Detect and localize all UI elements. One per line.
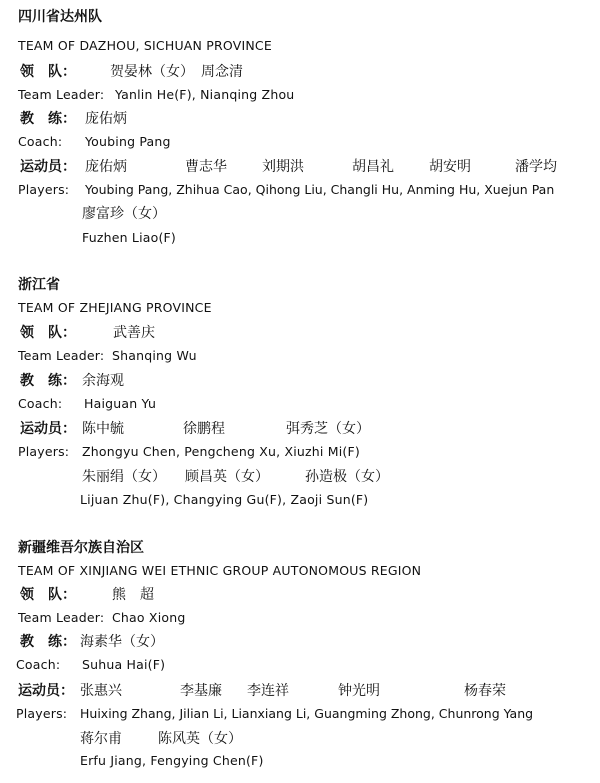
players-label-zh: 运动员： — [20, 421, 76, 437]
player-name-zh: 李连祥 — [247, 683, 289, 699]
player-name-zh: 钟光明 — [338, 683, 380, 699]
leader-label-zh: 领 队： — [20, 587, 76, 603]
coach-name-zh: 庞佑炳 — [85, 111, 127, 127]
section-title-zh: 浙江省 — [18, 277, 60, 293]
coach-name-zh: 海素华（女） — [80, 634, 164, 650]
leader-label-zh: 领 队： — [20, 325, 76, 341]
coach-label-en: Coach: — [16, 657, 61, 672]
leader-label-en: Team Leader: — [18, 87, 105, 102]
players-label-en: Players: — [16, 706, 68, 721]
player-name-zh: 胡安明 — [429, 159, 471, 175]
player-name-zh: 潘学均 — [515, 159, 557, 175]
coach-name-zh: 余海观 — [82, 373, 124, 389]
players-names-en: Erfu Jiang, Fengying Chen(F) — [80, 753, 264, 768]
leader-label-zh: 领 队： — [20, 64, 76, 80]
coach-name-en: Youbing Pang — [85, 134, 171, 149]
coach-name-en: Haiguan Yu — [84, 396, 157, 411]
leader-names-en: Yanlin He(F), Nianqing Zhou — [115, 87, 295, 102]
player-name-zh: 张惠兴 — [80, 683, 122, 699]
player-name-zh: 胡昌礼 — [352, 159, 394, 175]
coach-label-zh: 教 练： — [20, 634, 76, 650]
leader-names-zh: 武善庆 — [113, 325, 155, 341]
player-name-zh: 杨春荣 — [464, 683, 506, 699]
player-name-zh: 孙造极（女） — [305, 469, 389, 485]
player-name-zh: 蒋尔甫 — [80, 731, 122, 747]
coach-label-en: Coach: — [18, 396, 63, 411]
leader-label-en: Team Leader: — [18, 348, 105, 363]
leader-label-en: Team Leader: — [18, 610, 105, 625]
player-name-zh: 曹志华 — [185, 159, 227, 175]
player-name-zh: 庞佑炳 — [85, 159, 127, 175]
section-title-en: TEAM OF DAZHOU, SICHUAN PROVINCE — [18, 38, 272, 53]
section-title-en: TEAM OF XINJIANG WEI ETHNIC GROUP AUTONOMOUS REGION — [18, 563, 422, 578]
players-names-en: Fuzhen Liao(F) — [82, 230, 176, 245]
players-label-en: Players: — [18, 444, 70, 459]
players-label-zh: 运动员： — [20, 159, 76, 175]
coach-label-zh: 教 练： — [20, 373, 76, 389]
coach-label-en: Coach: — [18, 134, 63, 149]
section-title-zh: 四川省达州队 — [18, 9, 102, 25]
player-name-zh: 李基廉 — [180, 683, 222, 699]
section-title-en: TEAM OF ZHEJIANG PROVINCE — [18, 300, 212, 315]
players-label-zh: 运动员： — [18, 683, 74, 699]
players-names-en: Huixing Zhang, Jilian Li, Lianxiang Li, Guangming Zhong, Chunrong Yang — [80, 706, 534, 721]
leader-names-en: Chao Xiong — [112, 610, 186, 625]
player-name-zh: 顾昌英（女） — [185, 469, 269, 485]
players-names-en: Youbing Pang, Zhihua Cao, Qihong Liu, Changli Hu, Anming Hu, Xuejun Pan — [85, 182, 555, 197]
players-label-en: Players: — [18, 182, 70, 197]
player-name-zh: 弭秀芝（女） — [286, 421, 370, 437]
player-name-zh: 陈中毓 — [82, 421, 124, 437]
coach-label-zh: 教 练： — [20, 111, 76, 127]
players-names-en: Lijuan Zhu(F), Changying Gu(F), Zaoji Sun(F) — [80, 492, 369, 507]
player-name-zh: 徐鹏程 — [183, 421, 225, 437]
player-name-zh: 刘期洪 — [262, 159, 304, 175]
section-title-zh: 新疆维吾尔族自治区 — [18, 540, 144, 556]
player-name-zh: 陈风英（女） — [158, 731, 242, 747]
player-name-zh: 朱丽绢（女） — [82, 469, 166, 485]
players-names-en: Zhongyu Chen, Pengcheng Xu, Xiuzhi Mi(F) — [82, 444, 360, 459]
coach-name-en: Suhua Hai(F) — [82, 657, 166, 672]
player-name-zh: 廖富珍（女） — [82, 206, 166, 222]
leader-names-zh: 贺晏林（女） 周念清 — [110, 64, 243, 80]
leader-names-zh: 熊 超 — [112, 587, 154, 603]
leader-names-en: Shanqing Wu — [112, 348, 197, 363]
